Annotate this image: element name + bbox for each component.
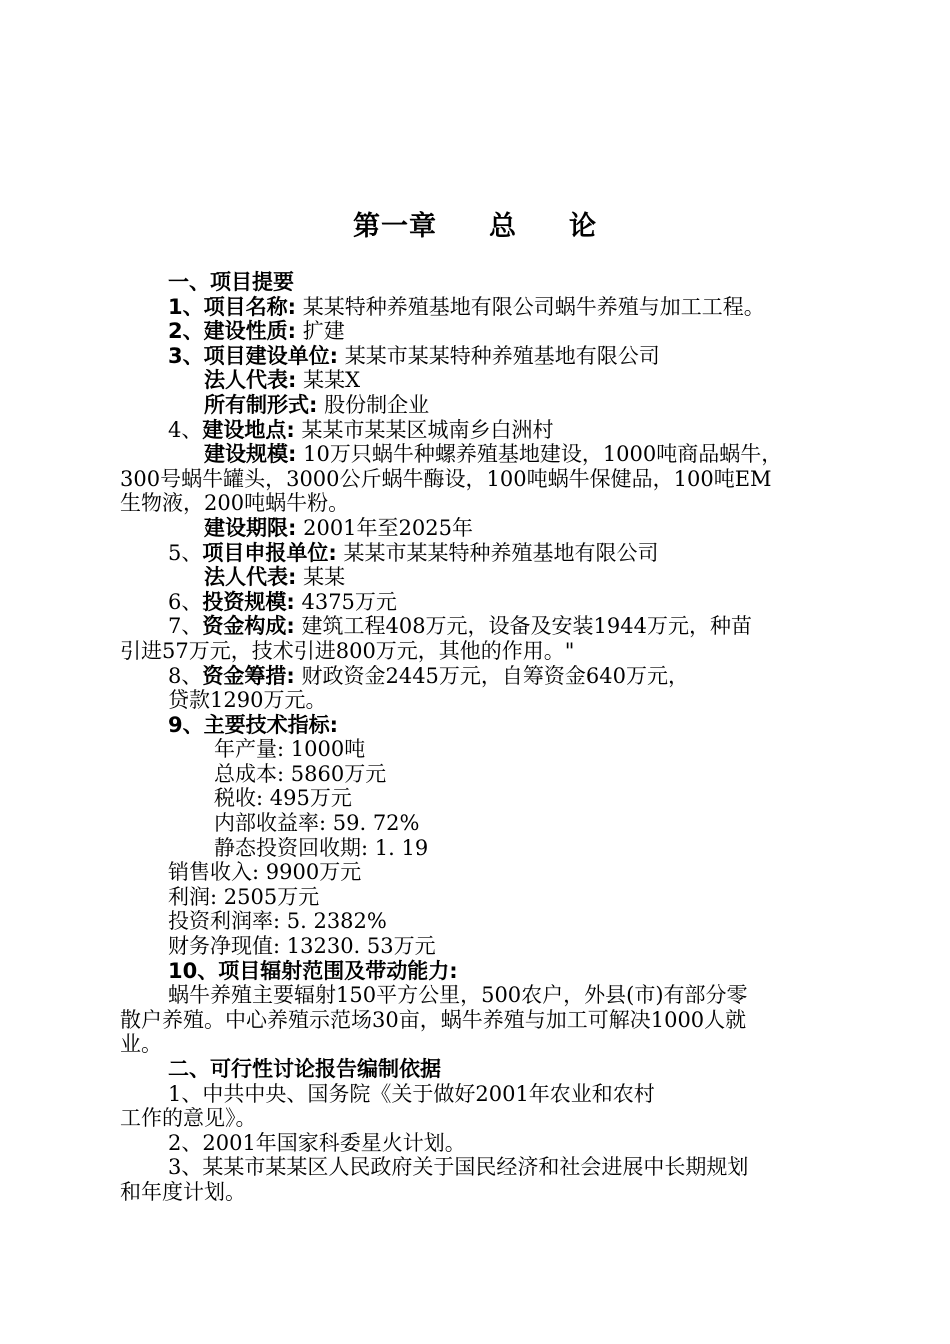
item-applicant-rep xyxy=(120,565,850,590)
item-label: 法人代表: xyxy=(204,368,297,393)
metric-sales: 销售收入: 9900万元 xyxy=(168,860,362,885)
item-number: 8、 xyxy=(168,663,203,688)
item-label: 建设规模: xyxy=(204,442,297,467)
section-heading-basis: 二、可行性讨论报告编制依据 xyxy=(168,1057,441,1081)
metric-annual-output: 年产量: 1000吨 xyxy=(214,737,366,762)
section-heading-project-summary: 一、项目提要 xyxy=(168,270,294,294)
item-radiation-scope: 10、项目辐射范围及带动能力: xyxy=(168,958,458,983)
metric-irr: 内部收益率: 59. 72% xyxy=(214,811,420,836)
item-number: 7、 xyxy=(168,614,203,639)
chapter-word-1: 总 xyxy=(489,211,517,242)
item-number: 4、 xyxy=(168,417,203,442)
item-scale-cont-1: 300号蜗牛罐头，3000公斤蜗牛酶设，100吨蜗牛保健品，100吨EM xyxy=(120,466,772,491)
item-scale xyxy=(120,442,850,467)
item-value: 某某X xyxy=(303,368,361,393)
item-value: 财政资金2445万元，自筹资金640万元， xyxy=(301,663,689,688)
item-ownership xyxy=(120,393,850,418)
item-construction-nature xyxy=(120,319,850,344)
item-investment xyxy=(120,590,850,615)
item-number: 5、 xyxy=(168,540,203,565)
metric-tax: 税收: 495万元 xyxy=(214,786,352,811)
item-fund-raising xyxy=(120,664,850,689)
metric-payback: 静态投资回收期: 1. 19 xyxy=(214,835,429,860)
radiation-text-1: 蜗牛养殖主要辐射150平方公里，500农户，外县(市)有部分零 xyxy=(168,983,748,1008)
item-construction-unit xyxy=(120,344,850,369)
basis-item-1-cont: 工作的意见》。 xyxy=(120,1106,257,1131)
document-body xyxy=(120,270,850,1205)
item-label: 资金构成: xyxy=(202,614,295,639)
item-label: 3、项目建设单位: xyxy=(168,343,339,368)
item-applicant xyxy=(120,541,850,566)
item-location xyxy=(120,418,850,443)
basis-item-3-cont: 和年度计划。 xyxy=(120,1179,246,1204)
item-value: 2001年至2025年 xyxy=(303,515,473,540)
item-fund-structure xyxy=(120,614,850,639)
item-value: 某某 xyxy=(303,565,346,590)
item-value: 扩建 xyxy=(302,319,345,344)
metric-profit-rate: 投资利润率: 5. 2382% xyxy=(168,909,387,934)
basis-item-2: 2、2001年国家科委星火计划。 xyxy=(168,1130,466,1155)
item-project-name xyxy=(120,295,850,320)
basis-item-3: 3、某某市某某区人民政府关于国民经济和社会进展中长期规划 xyxy=(168,1155,749,1180)
item-value: 10万只蜗牛种螺养殖基地建设，1000吨商品蜗牛， xyxy=(303,442,783,467)
item-value: 股份制企业 xyxy=(324,392,430,417)
item-period xyxy=(120,516,850,541)
item-tech-indicators: 9、主要技术指标: xyxy=(168,712,339,737)
item-legal-rep xyxy=(120,368,850,393)
item-value: 建筑工程408万元，设备及安装1944万元，种苗 xyxy=(301,614,752,639)
metric-profit: 利润: 2505万元 xyxy=(168,884,320,909)
item-fund-raising-cont: 贷款1290万元。 xyxy=(168,688,327,713)
item-label: 项目申报单位: xyxy=(202,540,337,565)
item-label: 法人代表: xyxy=(204,565,297,590)
item-fund-structure-cont: 引进57万元，技术引进800万元，其他的作用。" xyxy=(120,638,575,663)
radiation-text-2: 散户养殖。中心养殖示范场30亩，蜗牛养殖与加工可解决1000人就 xyxy=(120,1007,747,1032)
item-label: 投资规模: xyxy=(202,589,295,614)
chapter-title xyxy=(0,204,950,243)
item-label: 所有制形式: xyxy=(204,392,318,417)
item-value: 某某市某某区城南乡白洲村 xyxy=(301,417,554,442)
item-value: 某某市某某特种养殖基地有限公司 xyxy=(344,343,660,368)
item-label: 2、建设性质: xyxy=(168,319,297,344)
metric-total-cost: 总成本: 5860万元 xyxy=(214,761,387,786)
basis-item-1: 1、中共中央、国务院《关于做好2001年农业和农村 xyxy=(168,1081,655,1106)
item-value: 某某市某某特种养殖基地有限公司 xyxy=(343,540,659,565)
item-scale-cont-2: 生物液，200吨蜗牛粉。 xyxy=(120,491,350,516)
item-label: 建设地点: xyxy=(202,417,295,442)
item-label: 1、项目名称: xyxy=(168,294,297,319)
item-value: 某某特种养殖基地有限公司蜗牛养殖与加工工程。 xyxy=(302,294,765,319)
chapter-word-2: 论 xyxy=(569,211,597,242)
item-label: 建设期限: xyxy=(204,515,297,540)
item-label: 资金筹措: xyxy=(202,663,295,688)
item-value: 4375万元 xyxy=(301,589,397,614)
radiation-text-3: 业。 xyxy=(120,1032,162,1057)
metric-npv: 财务净现值: 13230. 53万元 xyxy=(168,934,436,959)
item-number: 6、 xyxy=(168,589,203,614)
chapter-number: 第一章 xyxy=(353,211,437,242)
